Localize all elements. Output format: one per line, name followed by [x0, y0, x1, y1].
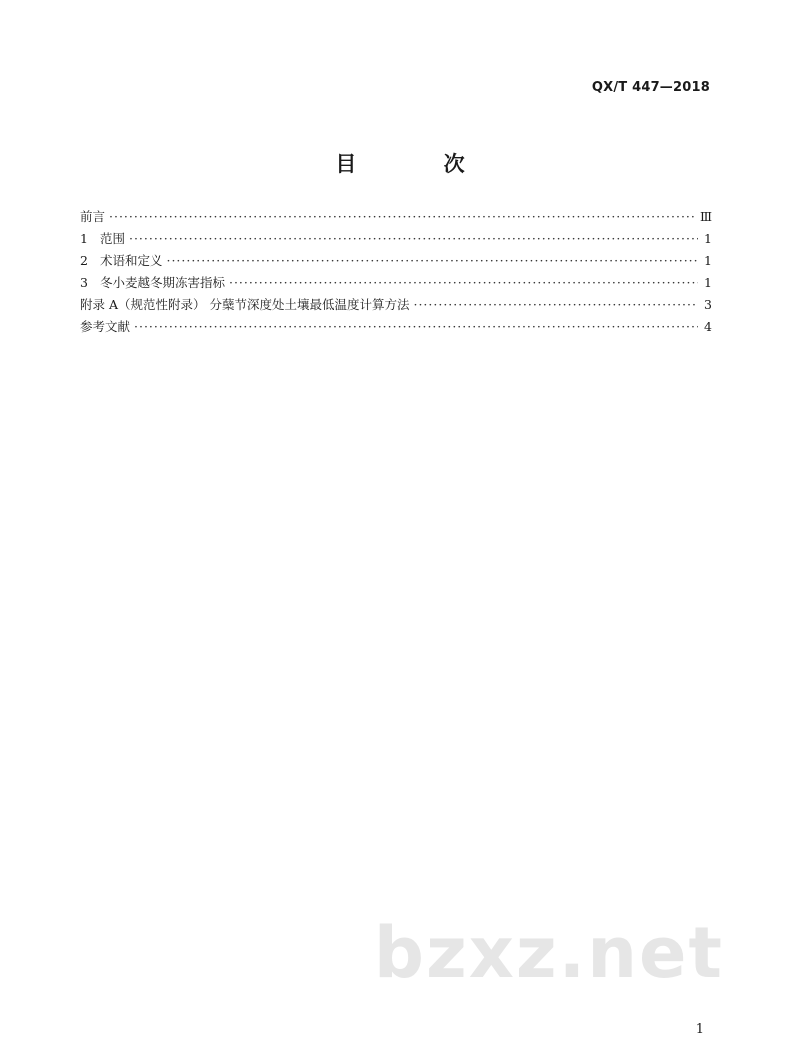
toc-leader-dots — [413, 294, 698, 316]
toc-entry-page: Ⅲ — [699, 209, 712, 224]
toc-entry-page: 1 — [704, 231, 712, 246]
toc-entry-terms[interactable] — [80, 250, 712, 272]
watermark: bzxz.net — [373, 912, 724, 994]
toc-entry-foreword[interactable] — [80, 206, 712, 228]
toc-entry-page: 3 — [704, 297, 712, 312]
toc-entry-scope[interactable] — [80, 228, 712, 250]
table-of-contents — [80, 206, 712, 338]
toc-entry-number: 2 — [80, 253, 88, 268]
toc-leader-dots — [134, 316, 698, 338]
toc-leader-dots — [109, 206, 696, 228]
toc-entry-references[interactable] — [80, 316, 712, 338]
page-number: 1 — [695, 1022, 704, 1037]
toc-entry-indicators[interactable] — [80, 272, 712, 294]
toc-entry-number: 1 — [80, 231, 88, 246]
toc-entry-page: 4 — [704, 319, 712, 334]
toc-entry-label: 前言 — [80, 209, 106, 224]
toc-leader-dots — [129, 228, 698, 250]
toc-entry-label: 1 范围 — [80, 228, 125, 250]
toc-leader-dots — [166, 250, 698, 272]
toc-entry-page: 1 — [704, 253, 712, 268]
toc-entry-appendix-a[interactable] — [80, 294, 712, 316]
document-number: QX/T 447—2018 — [591, 80, 710, 95]
toc-entry-page: 1 — [704, 275, 712, 290]
toc-entry-label: 附录 A（规范性附录） 分蘖节深度处土壤最低温度计算方法 — [80, 297, 410, 312]
toc-entry-label: 3 冬小麦越冬期冻害指标 — [80, 272, 225, 294]
toc-entry-number: 3 — [80, 275, 88, 290]
toc-entry-label: 2 术语和定义 — [80, 250, 162, 272]
page-title: 目 次 — [335, 152, 505, 176]
toc-leader-dots — [229, 272, 698, 294]
toc-entry-label: 参考文献 — [80, 319, 131, 334]
